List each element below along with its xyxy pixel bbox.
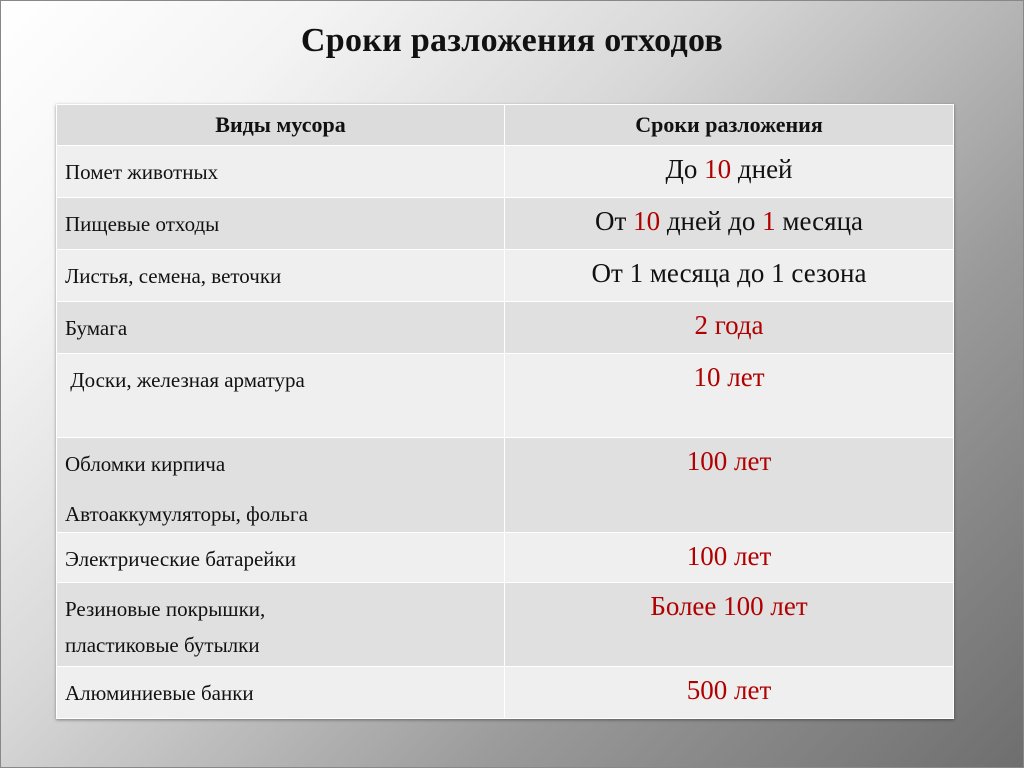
decomposition-time-text: дней до [660,206,763,236]
decomposition-time-text: 2 года [694,310,764,340]
waste-type-cell [57,438,505,533]
decomposition-time-cell [505,146,954,198]
waste-type-text: Пищевые отходы [65,212,220,236]
waste-type-cell [57,302,505,354]
slide-title: Сроки разложения отходов [300,22,724,59]
table-row [57,146,954,198]
table-body [57,146,954,719]
waste-type-text: Доски, железная арматура [65,368,305,392]
waste-type-cell [57,250,505,302]
decomposition-time-cell [505,250,954,302]
table-row [57,354,954,438]
decomposition-time-cell [505,667,954,719]
decomposition-time-cell [505,198,954,250]
waste-type-text: Резиновые покрышки, [65,597,266,621]
decomposition-time-text: 500 лет [686,675,772,705]
waste-type-text: Помет животных [65,160,219,184]
table-row [57,667,954,719]
waste-type-cell [57,354,505,438]
waste-type-cell [57,583,505,667]
table-row [57,302,954,354]
header-decomposition-time: Сроки разложения [505,105,954,146]
table-row [57,250,954,302]
table-row [57,533,954,583]
decomposition-time-cell [505,302,954,354]
decomposition-time-text: Более 100 лет [650,591,808,621]
decomposition-time-text: 10 [633,206,661,236]
waste-type-cell [57,198,505,250]
waste-type-text: Листья, семена, веточки [65,264,282,288]
header-waste-type: Виды мусора [57,105,505,146]
waste-type-text: Алюминиевые банки [65,681,254,705]
table-row [57,198,954,250]
waste-type-text: Автоаккумуляторы, фольга [65,502,308,526]
decomposition-time-text: До [665,154,705,184]
table-row [57,583,954,667]
decomposition-time-text: дней [731,154,793,184]
decomposition-time-text: месяца [775,206,863,236]
decomposition-time-text: 10 лет [693,362,765,392]
decomposition-time-cell [505,533,954,583]
decomposition-time-cell [505,583,954,667]
waste-type-text: Обломки кирпича [65,452,226,476]
waste-decomposition-table [56,104,954,719]
decomposition-time-text: 100 лет [686,541,772,571]
table-row [57,438,954,533]
waste-type-cell [57,533,505,583]
waste-type-cell [57,146,505,198]
decomposition-time-text: 1 [762,206,776,236]
decomposition-time-text: 100 лет [686,446,772,476]
decomposition-time-cell [505,354,954,438]
decomposition-time-cell [505,438,954,533]
waste-type-text: Бумага [65,316,128,340]
decomposition-time-text: От [595,206,634,236]
waste-type-text: Электрические батарейки [65,547,296,571]
waste-type-cell [57,667,505,719]
decomposition-time-text: От 1 месяца до 1 сезона [591,258,867,288]
decomposition-time-text: 10 [704,154,732,184]
waste-type-text: пластиковые бутылки [65,633,260,657]
